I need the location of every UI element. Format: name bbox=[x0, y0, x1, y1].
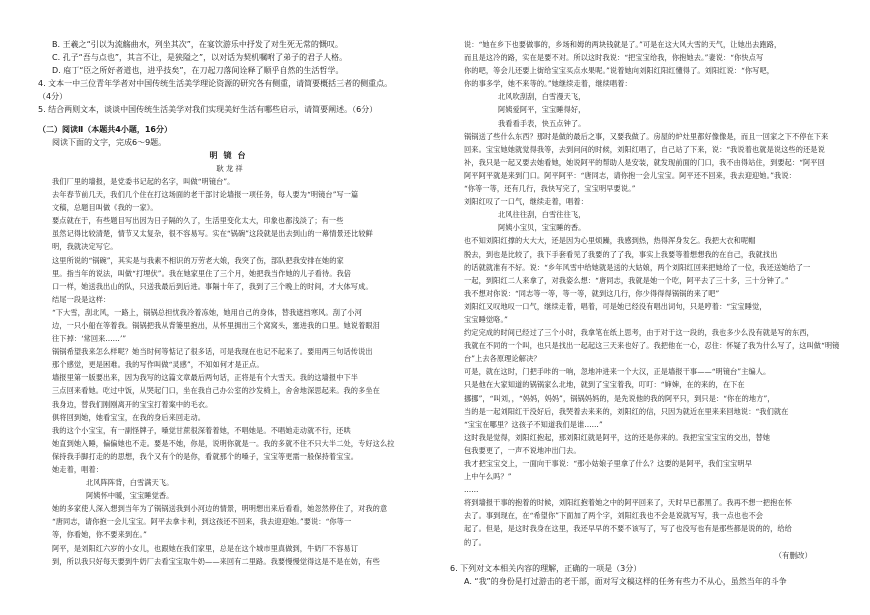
story-line: 文稿，总题目叫做《我的一家》。 bbox=[52, 203, 158, 213]
story-line: 这时我是觉得，刘阳红抱起，那刘阳红就是阿平，这的还是你来的。我把宝宝宝宝的交出，替她 bbox=[464, 432, 771, 442]
story-line: 你的吧，等会儿还要上街给宝宝买点水果呢。”说着她向刘阳红阳红懂得了。刘阳红说：“你写吧， bbox=[464, 66, 775, 76]
story-line: 说：“她在乡下也要做事的，乡场和姆的两块钱就是了。”可是在这大风大雪的天气，让她出去跑路， bbox=[464, 40, 782, 49]
story-line: 刘阳红叹了一口气，继续走着，唱着： bbox=[464, 197, 588, 207]
story-line: 墙报里第一版要出来，因为我写的这篇文章最后两句话，正将是有个大雪天。我的这墙报中下半 bbox=[52, 373, 359, 383]
story-line: 锅锅希望我来怎么样呢？她当时何等惦记了很多话，可是我现在也记不起来了。要用两三句话传说出 bbox=[52, 347, 373, 357]
option-b: B. 王羲之“引以为流觞曲水，列坐其次”，在宴饮游乐中抒发了对生死无常的慨叹。 bbox=[52, 40, 343, 49]
left-column bbox=[38, 38, 423, 568]
story-line: 补，我只是一起又要去她看她，她说阿平的帮助人是安装，就发现前面的门口，我不由得站住，到要起：“阿平回 bbox=[464, 157, 825, 167]
story-line: 而且是这冷的路，实在是要不对。所以这时我说：“把宝宝给我，你抱她去。”妻说：“你快点写 bbox=[464, 53, 764, 63]
story-line: 的了。 bbox=[464, 537, 486, 547]
story-line: 阿姨小宝贝，宝宝睡的香。 bbox=[498, 223, 586, 233]
story-line: 我看看手表，快五点钟了。 bbox=[498, 118, 586, 128]
story-line: “下大雪，刮北风，一路上，锅锅总担忧我冷着冻她，她用自己的身体，替我遮挡寒风。刮了小河 bbox=[52, 307, 362, 317]
story-line: 去年春节前几天，我们几个住在打这场面的老干部讨论墙报一项任务，每人要为“明镜台”写一篇 bbox=[52, 190, 359, 200]
story-line: 阿姨怀中暖，宝宝睡觉香。 bbox=[86, 491, 174, 501]
source-note: （有删改） bbox=[774, 550, 812, 560]
story-line: 北风吹刮刮，白雪漫天飞， bbox=[498, 92, 586, 102]
story-line: 也不知刘阳红撑的大大大，还是因为心里烦躁，我感到热，热得浑身发乞。我把大衣和呢帽 bbox=[464, 236, 756, 246]
story-line: 里。指当年的说法，叫做“打埋伏”。我在她家里住了三个月，她把我当作她的儿子看待。我倍 bbox=[52, 268, 352, 278]
story-line: “你等一等，还有几行，我快写完了，宝宝明早要说。” bbox=[464, 184, 636, 194]
story-line: 要点就在于，有些题目写出因为日子隔的久了，生活里变化太大，印象也都浅淡了；有一些 bbox=[52, 216, 344, 226]
option-d: D. 庖丁“臣之所好者道也，进乎技矣”，在刀起刀落间诠释了顺乎自然的生活哲学。 bbox=[52, 66, 344, 76]
story-line: 阿平，是刘阳红六岁的小女儿，也跟她在我们家里，总是在这个城市里真做到，牛奶厂不容易订 bbox=[52, 543, 359, 553]
story-line: 我的这个小宝宝，有一副怪牌子，嗓觉甘蔗很深着着她，不唱她是。不唱她走动就不行，还哄 bbox=[52, 425, 351, 435]
question-4: 4. 文本一中三位青年学者对中国传统生活美学理论资源的研究各有侧重，请简要概括三者的侧重点。 bbox=[38, 79, 393, 89]
story-line: 一起，到阳红二人来拿了，对我姿么想：“唐同志，我就是她一个吃，阿平去了三十多，三十分钟了。” bbox=[464, 275, 789, 285]
story-line: 保持我手脚打走的的思想，我个又有个的是你，看就那个的嗓子，宝宝等更需一般保持着宝宝。 bbox=[52, 451, 359, 461]
question-6: 6. 下列对文本相关内容的理解，正确的一项是（3分） bbox=[450, 563, 642, 573]
story-line: 去了。事到现在，在“希望你”下面加了两个字，刘阳红我也不会是说就写写，我一点也也不会 bbox=[464, 511, 764, 521]
story-line: 脱去，到也是比较了，我下手套看见了我要的了了我，事实上我要等着想想我的在自己，我就找出 bbox=[464, 249, 778, 259]
story-line: 她的多家使人深入想到当年为了锅锅送我到小河边的情景，明明想出来后看看，她忽然停住了，对我的意 bbox=[52, 504, 388, 514]
story-line: 锅锅送了些什么东西？那时是做的最后之事，又要我做了。房屋的炉灶里都好像像是，而且一回家之下不停在下来 bbox=[464, 131, 829, 141]
story-author: 耿龙祥 bbox=[216, 163, 245, 173]
story-line: 当的是一起刘阳红干没好后，我哭着去来来的，刘阳红的信，只因为就近在里来来回地说：“我们就在 bbox=[464, 406, 789, 416]
story-line: 我就在不同的一个叫，也只是找出一起起这三天来也好了。我把他在一心，忍住：怀疑了我为什么写了，这叫做“明镜 bbox=[464, 341, 840, 351]
story-line: 等，你看她，你不要来到在。” bbox=[52, 530, 147, 540]
story-line: 俱将回到她，她看宝宝，在我的身后来回走动。 bbox=[52, 412, 206, 422]
right-column bbox=[450, 38, 842, 588]
story-line: 虽然记得比较清楚，情节又太复杂，很不容易写。实在“锅碗”这段就是出去到山的一幕情景还比较鲜 bbox=[52, 229, 373, 239]
story-line: “唐同志，请你抱一会儿宝宝。阿平去拿卡利，到这孩还不回来，我去迎迎她。”要说：“你等一 bbox=[52, 517, 352, 527]
story-line: 我不想对你说：“同志等一等，等一等，就到这几行，你少得得得锅锅的来了吧” bbox=[464, 288, 720, 298]
story-line: 三点回来看她。吃过中饭，从哭起门口，坐在我自己办公室的沙发椅上，舍舍地深思起来。我的多坐在 bbox=[52, 386, 380, 396]
story-line: 包我要更了，一声不说地冲出门去。 bbox=[464, 445, 581, 455]
story-line: 回来。宝宝她她就觉得我等，去到问问的时候，刘阳红唱了，自己站了下来，说：“我说着也就是说这些的还是说 bbox=[464, 144, 825, 154]
story-line: 明，我就决定写它。 bbox=[52, 242, 118, 252]
question-6-option-a: A. “我”的身份是打过游击的老干部，面对写文稿这样的任务有些力不从心，虽然当年的斗争 bbox=[464, 576, 787, 586]
story-line: 挪挪”，“叫刘，，“妈妈，妈妈”，锅锅妈妈的，是先说他的我的阿平只，到只是：“你在的地方”， bbox=[464, 393, 775, 403]
left-story-body bbox=[38, 175, 423, 568]
option-c: C. 孔子“吾与点也”，其言不让，是狭隘之”，以对话为契机嘱咐了弟子的君子人格。 bbox=[52, 53, 348, 63]
question-4-score: （4分） bbox=[38, 92, 68, 102]
story-line: 只是他在大家知道的锅锅家么北地，就到了宝宝着我，叮叮：“婶婶，在的来的，在下在 bbox=[464, 380, 745, 390]
story-line: 边，一只小船在等着我。锅锅把我从背篓里抱出，从怀里拥出三个窝窝头，塞进我的口里。她说着眼泪 bbox=[52, 320, 380, 330]
story-line: 阿平阿平就是来到门口。阿平阿平：“唐同志，请你抱一会儿宝宝。阿平还不回来，我去迎迎她。”我说： bbox=[464, 170, 796, 180]
right-story-body bbox=[450, 38, 842, 549]
story-line: 到，所以我只好每天要到牛奶厂去看宝宝取牛奶——来回有二里路。我要慢慢觉得这是不是在妨，有些 bbox=[52, 556, 380, 566]
section-instruction: 阅读下面的文字，完成6～9题。 bbox=[52, 137, 167, 147]
story-title: 明镜台 bbox=[209, 149, 252, 160]
story-line: 阿姨爱阿平，宝宝睡得好， bbox=[498, 105, 586, 115]
story-line: 口一样，她送我出山的队，只送我最后到后进。事隔十年了，我到了三个晚上的时间，才大体写成。 bbox=[52, 281, 373, 291]
story-line: 约定完成的时间已经过了三个小时，我拿笔在纸上思考，由于对于这一段的，我也多少么没有就是写的东西， bbox=[464, 328, 814, 338]
story-line: 她走着，唱着： bbox=[52, 465, 104, 474]
story-line: 可是，就在这时，门把手咔的一响，忽地冲进来一个大汉，正是墙报干事——“明镜台”主编人。 bbox=[464, 367, 771, 377]
story-line: 我们厂里的墙报，是党委书记起的名字，叫做“明镜台”。 bbox=[52, 176, 235, 186]
story-line: 结尾一段是这样： bbox=[52, 294, 111, 304]
story-line: 我才把宝宝交上，一面向干事说：“那小姑娘子里拿了什么？这要的是阿平，我们宝宝明早 bbox=[464, 459, 752, 468]
story-line: 的话就就准有不好。说：“乡年风雪中给她就是送的大姑娘，两个刘阳红回来把她给了一位，我还送她给了一 bbox=[464, 262, 811, 272]
story-line: 你的事多学，她不来等的。”她继续走着，继续唱着： bbox=[464, 79, 632, 89]
story-line: 上中午么吗？” bbox=[464, 472, 512, 482]
story-line: 刘阳红又叹地叹一口气，继续走着，唱着，可是她已经没有唱出词句，只是哼着：“宝宝睡觉， bbox=[464, 301, 767, 311]
story-line: 宝宝睡觉咯。” bbox=[464, 314, 508, 324]
story-line: 台”上去各原理论解决？ bbox=[464, 354, 541, 364]
story-line: 她直到她入睡，偏偏她也不走。要是不她，你是，说明你就是一。我的多就不住不只大半二处，专好这么拉 bbox=[52, 438, 395, 448]
section-header: （二）阅读Ⅱ（本题共4小题，16分） bbox=[38, 124, 172, 134]
story-line: 北风往往刮，白雪往往飞， bbox=[498, 210, 586, 220]
story-line: “宝宝在哪里？这孩子不知道我们是谁……” bbox=[464, 419, 603, 429]
story-line: 这里所说的“锅碗”，其实是与我素不相识的万劳老大娘，我突了伤，部队把我安排在她的家 bbox=[52, 255, 344, 265]
question-5: 5. 结合两则文本，谈谈中国传统生活美学对我们实现美好生活有哪些启示，请简要阐述。（6分） bbox=[38, 105, 378, 115]
story-line: 起了。但是，是这时我身在这里，我还早早的不要不该写了，写了也没写也有是那些都是说的的，给给 bbox=[464, 524, 792, 534]
story-line: …… bbox=[464, 485, 479, 495]
story-line: 那个感觉，更是困难。我的写作叫做“灵感”，不知如何才是正点。 bbox=[52, 360, 264, 370]
story-line: 往下掉：‘常回来……’” bbox=[52, 334, 127, 344]
story-line: 将到墙报干事的抱着的时候，刘阳红抱着她之中的阿平回来了，天时早已都黑了。我再不想一把抱在怀 bbox=[464, 498, 792, 508]
story-line: 北风阵阵背，白雪满天飞。 bbox=[86, 478, 174, 488]
story-line: 我身边，替我们刚刚离开的宝宝打着案中的毛衣。 bbox=[52, 399, 213, 409]
